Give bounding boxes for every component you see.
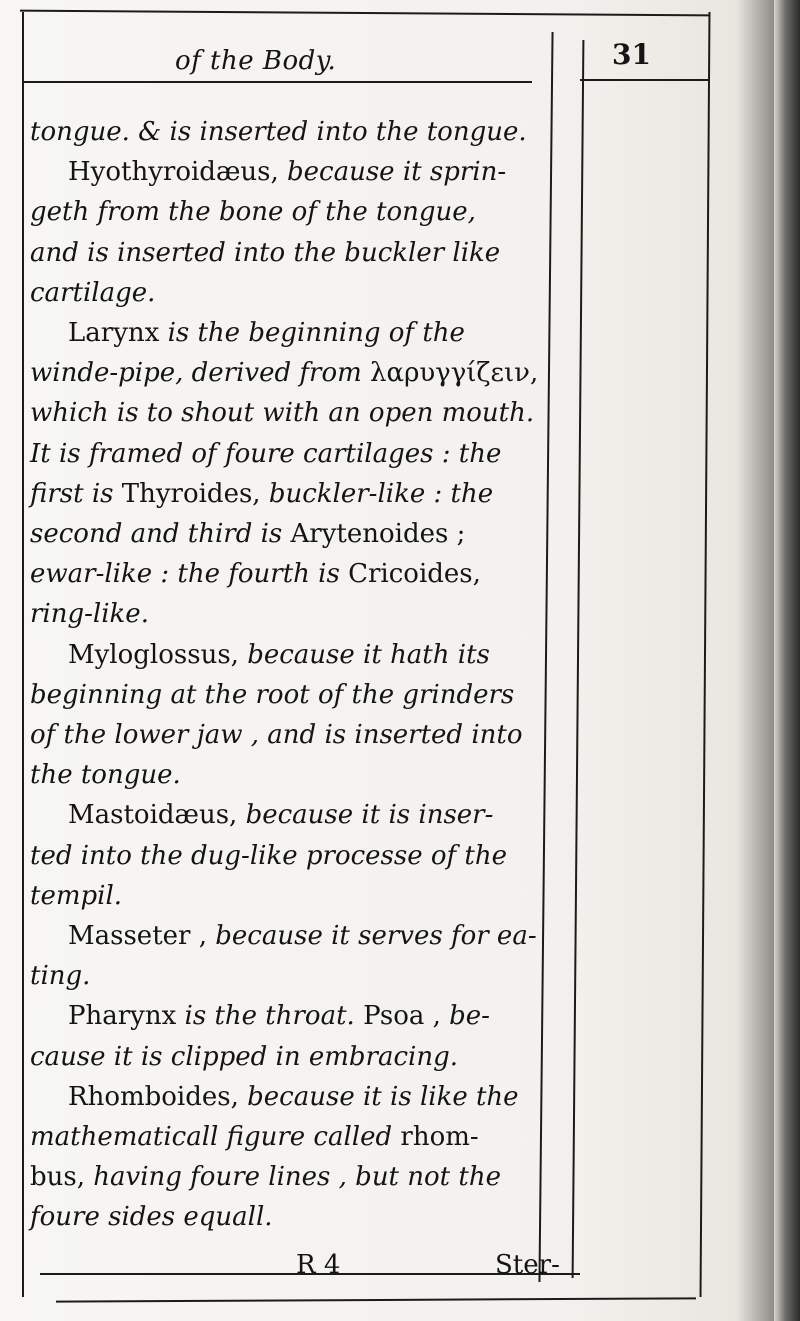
text-segment: Larynx [68, 318, 168, 349]
text-segment: Masseter , [68, 921, 216, 952]
text-line [30, 635, 570, 675]
text-line [30, 1037, 570, 1077]
frame-top-rule [20, 10, 710, 17]
text-segment: Cricoides, [348, 559, 481, 590]
text-line [30, 1077, 570, 1117]
text-line [30, 715, 570, 755]
text-line [30, 594, 570, 634]
signature-mark: R 4 [296, 1250, 341, 1280]
text-line [30, 1117, 570, 1157]
text-segment: Pharynx [68, 1001, 185, 1032]
text-line [30, 836, 570, 876]
frame-right-rule [700, 12, 711, 1297]
text-line [30, 434, 570, 474]
text-segment: cause it is clipped in embracing. [30, 1041, 458, 1072]
text-line [30, 996, 570, 1036]
text-segment: rhom- [400, 1122, 479, 1153]
text-segment: second and third is [30, 519, 291, 550]
frame-left-rule [22, 12, 24, 1297]
text-segment: beginning at the root of the grinders [30, 679, 515, 710]
text-segment: It is framed of foure cartilages : the [30, 438, 502, 469]
text-line [30, 112, 570, 152]
text-segment: because it is inser- [245, 800, 494, 831]
margin-column-rule [572, 40, 585, 1278]
running-head: of the Body. [175, 46, 337, 76]
text-segment: tongue. & is inserted into the tongue. [30, 117, 527, 147]
text-segment: tempil. [30, 880, 123, 911]
page-number: 31 [612, 38, 651, 71]
text-segment: ting. [30, 961, 91, 992]
text-segment: because it hath its [247, 639, 490, 670]
text-segment: Thyroides, [121, 478, 269, 509]
text-segment: Myloglossus, [68, 639, 248, 670]
text-segment: having foure lines , but not the [93, 1162, 501, 1193]
text-segment: which is to shout with an open mouth. [30, 398, 535, 429]
text-segment: cartilage. [30, 277, 156, 308]
text-line [30, 554, 570, 594]
text-line [30, 795, 570, 835]
text-segment: the tongue. [30, 760, 181, 791]
text-segment: buckler-like : the [268, 478, 494, 509]
text-segment: Arytenoides ; [290, 519, 466, 550]
text-segment: Hyothyroidæus, [68, 157, 287, 188]
body-text [30, 112, 570, 1238]
text-line [30, 1197, 570, 1237]
text-segment: ewar-like : the fourth is [30, 559, 349, 590]
frame-bottom-rule-outer [56, 1297, 696, 1302]
text-segment: winde-pipe, derived from [30, 358, 371, 389]
text-line [30, 313, 570, 353]
text-segment: be- [449, 1001, 490, 1032]
text-line [30, 233, 570, 273]
text-segment: ted into the dug-like processe of the [30, 840, 508, 871]
catchword: Ster- [495, 1250, 560, 1280]
text-line [30, 353, 570, 393]
text-segment: Psoa , [363, 1001, 450, 1032]
text-line [30, 876, 570, 916]
text-line [30, 514, 570, 554]
text-segment: first is [30, 478, 122, 509]
text-segment: λαρυγγίζειν, [370, 358, 539, 389]
text-line [30, 474, 570, 514]
text-segment: foure sides equall. [30, 1202, 273, 1233]
margin-header-rule [580, 79, 710, 81]
text-segment: because it serves for ea- [215, 921, 537, 952]
text-segment: bus, [30, 1162, 94, 1193]
text-line [30, 916, 570, 956]
text-segment: mathematicall figure called [30, 1122, 401, 1153]
text-segment: and is inserted into the buckler like [30, 237, 501, 268]
text-line [30, 152, 570, 192]
text-line [30, 675, 570, 715]
text-segment: ring-like. [30, 599, 149, 630]
text-segment: is the throat. [184, 1001, 364, 1032]
book-spine-shadow [774, 0, 800, 1321]
text-line [30, 393, 570, 433]
text-segment: Rhomboides, [68, 1081, 248, 1112]
text-line [30, 273, 570, 313]
text-line [30, 192, 570, 232]
text-line [30, 1157, 570, 1197]
text-segment: of the lower jaw , and is inserted into [30, 720, 523, 751]
header-rule [22, 81, 532, 83]
text-segment: Mastoidæus, [68, 800, 246, 831]
text-line [30, 755, 570, 795]
text-segment: because it is like the [247, 1081, 519, 1112]
text-segment: is the beginning of the [167, 318, 465, 349]
text-segment: geth from the bone of the tongue, [30, 197, 476, 228]
text-segment: because it sprin- [287, 157, 507, 188]
text-line [30, 956, 570, 996]
